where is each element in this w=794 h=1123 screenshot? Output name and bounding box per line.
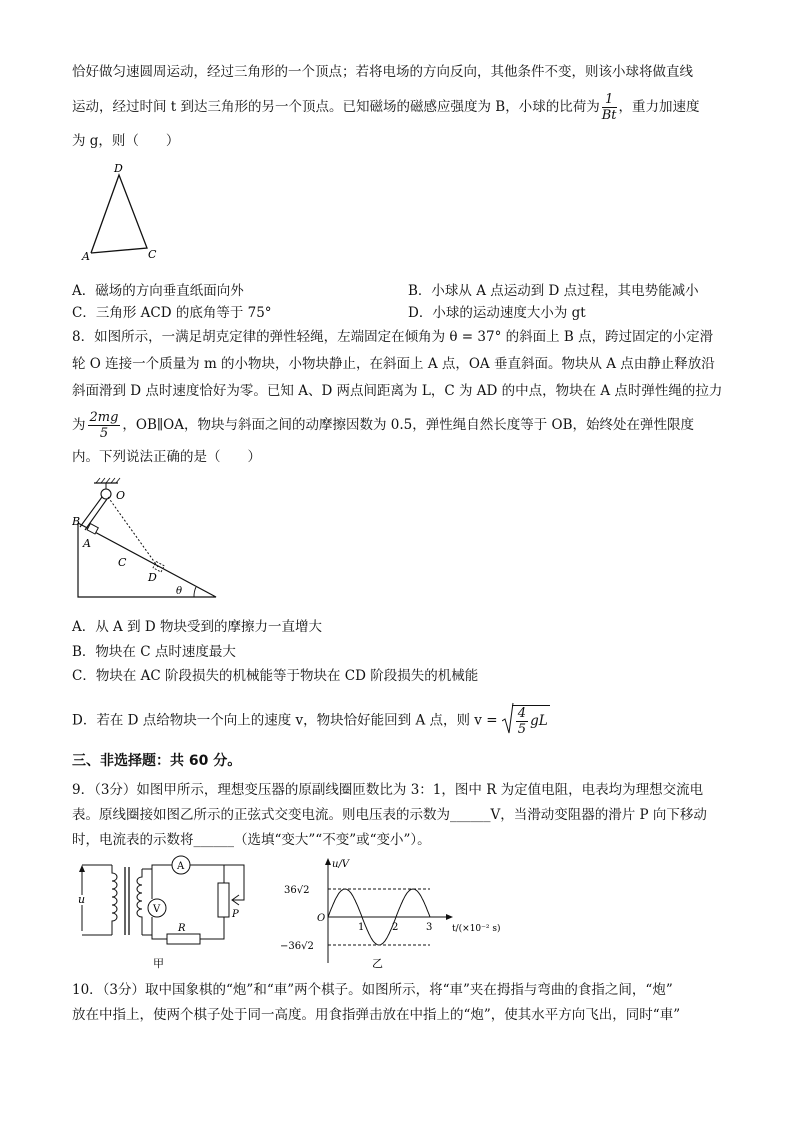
fraction-numerator: 1 [602,92,617,108]
caption-jia: 甲 [153,957,164,970]
q8-line-4b: ，OB∥OA，物块与斜面之间的动摩擦因数为 0.5，弹性绳自然长度等于 OB，始终处在弹性限度 [122,417,695,433]
label-a: A [82,250,90,263]
q7-line-2a: 运动，经过时间 t 到达三角形的另一个顶点。已知磁场的磁感应强度为 B，小球的比荷为 [72,99,600,115]
sqrt-tail: gL [530,713,548,729]
q8-option-a: A．从 A 到 D 物块受到的摩擦力一直增大 [72,619,322,635]
triangle-outline [91,175,147,253]
fraction-denominator: 5 [517,722,527,737]
q7-charge-mass-fraction [602,92,617,123]
q7-line-1: 恰好做匀速圆周运动，经过三角形的一个顶点；若将电场的方向反向，其他条件不变，则该小球将做直线 [72,64,693,80]
wire-top-left [142,865,172,869]
q7-triangle-figure [74,160,174,265]
q9-line-3: 时，电流表的示数将______（选填“变大”“不变”或“变小”）。 [72,832,431,848]
rope-bo-1 [80,497,102,527]
q9-line-2: 表。原线圈接如图乙所示的正弦式交变电流。则电压表的示数为______V，当滑动变阻器的滑片 P 向下移动 [72,807,707,823]
q7-option-d: D．小球的运动速度大小为 gt [408,305,586,321]
y-arrow-icon [325,858,331,865]
incline-triangle [78,523,216,597]
label-ymax: 36√2 [284,885,310,896]
label-t3: 3 [426,922,433,933]
label-c: C [118,556,127,569]
q7-option-b: B．小球从 A 点运动到 D 点过程，其电势能减小 [408,283,699,299]
q8-line-5: 内。下列说法正确的是（ ） [72,449,261,465]
q7-option-a: A．磁场的方向垂直纸面向外 [72,283,244,299]
dotted-rope-od [108,497,158,567]
sqrt-radicand [512,705,550,737]
q9-line-1: 9．（3分）如图甲所示，理想变压器的原副线圈匝数比为 3：1，图中 R 为定值电阻，电表均为理想交流电 [72,782,704,798]
label-ymin: −36√2 [280,941,314,952]
q9-circuit-figure [72,855,250,973]
label-b: B [72,515,81,528]
label-c: C [148,248,157,261]
sqrt-expression [502,705,550,737]
label-u: u [78,893,86,906]
q8-line-1: 8．如图所示，一满足胡克定律的弹性轻绳，左端固定在倾角为 θ = 37° 的斜面上 B 点，跨过固定的小定滑 [72,329,714,345]
q8-line-3: 斜面滑到 D 点时速度恰好为零。已知 A、D 两点间距离为 L，C 为 AD 的中点，物块在 A 点时弹性绳的拉力 [72,383,723,399]
wire-bottom-right [200,917,224,939]
label-d: D [114,162,123,175]
sqrt-fraction [516,706,528,737]
secondary-coil [137,869,142,935]
q8-option-d-text: D．若在 D 点给物块一个向上的速度 v，物块恰好能回到 A 点，则 v = [72,712,498,729]
label-r: R [178,923,186,934]
label-origin: O [317,913,326,924]
label-theta: θ [176,586,183,597]
label-p: P [232,909,239,920]
rope-bo-2 [85,499,107,530]
q7-line-2 [72,92,732,123]
label-o: O [116,489,126,502]
label-ammeter: A [177,861,185,872]
resistor-r [167,934,200,944]
fraction-denominator: 5 [99,426,109,441]
q10-line-2: 放在中指上，使两个棋子处于同一高度。用食指弹击放在中指上的“炮”，使其水平方向飞出，同时“車” [72,1007,681,1023]
q7-line-3: 为 g，则（ ） [72,133,180,149]
label-t2: 2 [392,922,399,933]
fraction-numerator: 4 [517,706,527,721]
sqrt-sign-icon [502,702,514,736]
q8-option-c: C．物块在 AC 阶段损失的机械能等于物块在 CD 阶段损失的机械能 [72,668,479,684]
label-a: A [83,537,91,550]
theta-arc [194,587,196,597]
q8-line-4 [72,410,732,441]
wire-top-right [190,865,224,883]
q8-incline-figure [72,475,222,603]
label-voltmeter: V [153,904,161,915]
ceiling-hatch [96,478,120,483]
q10-line-1: 10．（3分）取中国象棋的“炮”和“車”两个棋子。如图所示，将“車”夹在拇指与弯曲的食指之间，“炮” [72,982,673,998]
q8-option-b: B．物块在 C 点时速度最大 [72,644,236,660]
q8-option-d [72,705,550,737]
t-arrow-icon [446,914,453,920]
q8-tension-fraction [88,410,121,441]
pulley-o [101,489,111,499]
label-y-axis: u/V [332,859,350,870]
label-x-axis: t/(×10⁻² s) [452,924,501,934]
primary-coil [112,865,117,935]
q7-line-2b: ，重力加速度 [618,99,700,115]
rheostat [218,883,229,917]
q8-line-2: 轮 O 连接一个质量为 m 的小物块，小物块静止，在斜面上 A 点，OA 垂直斜面。物块从 A 点由静止释放沿 [72,356,715,372]
section-3-heading: 三、非选择题：共 60 分。 [72,753,242,769]
arrow-up-icon [79,865,85,872]
label-d: D [148,571,157,584]
wire-bottom-left [142,935,167,939]
q8-line-4a: 为 [72,417,86,433]
fraction-numerator: 2mg [89,410,119,425]
caption-yi: 乙 [372,957,383,970]
label-t1: 1 [358,922,365,933]
q7-option-c: C．三角形 ACD 的底角等于 75° [72,305,272,321]
q9-sine-graph [280,855,510,973]
fraction-denominator: Bt [601,108,617,123]
